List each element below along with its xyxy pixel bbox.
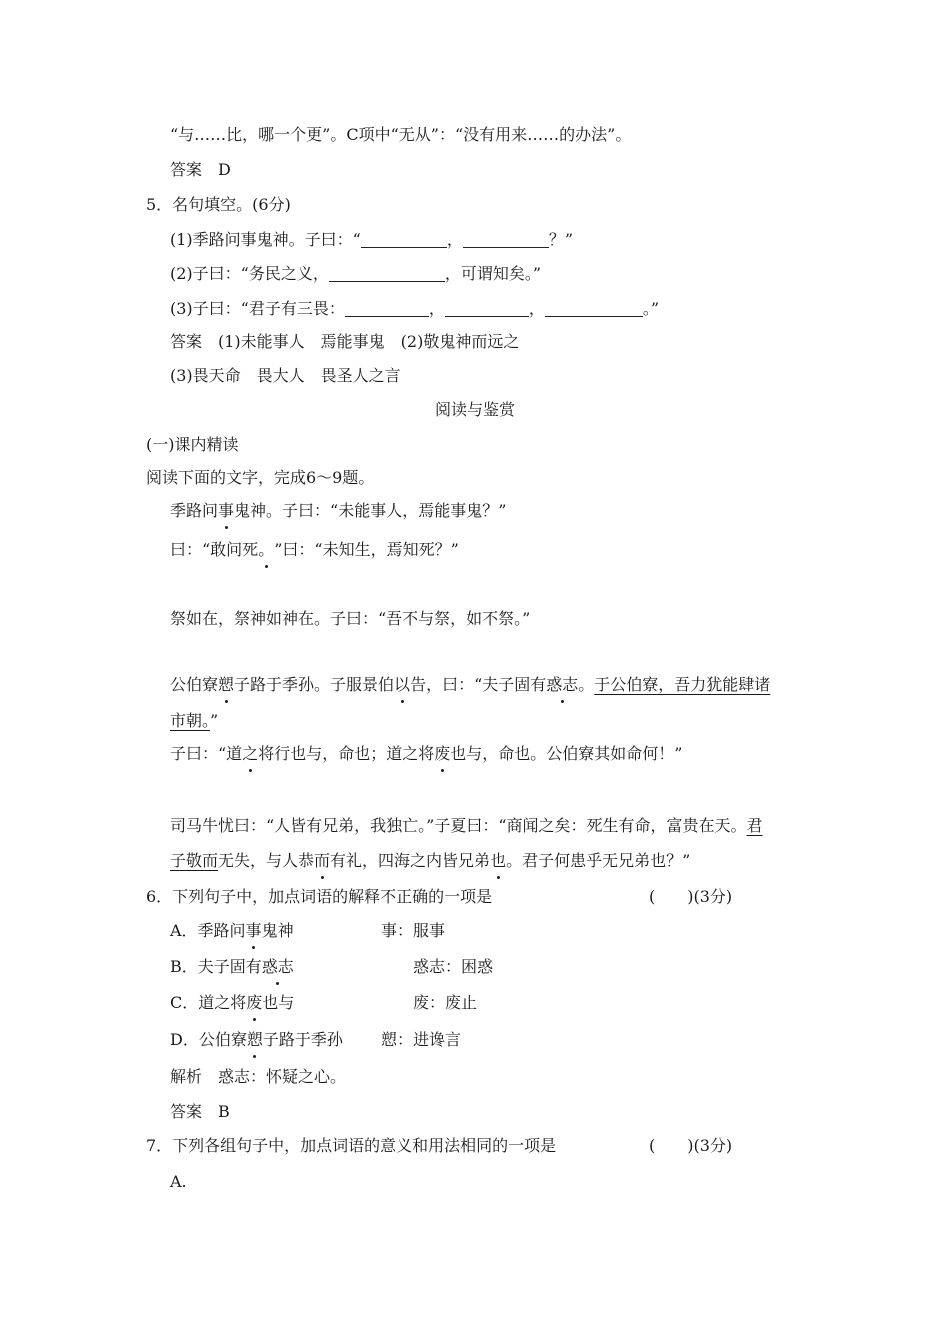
fill-blank-1: (1)季路问事鬼神。子曰：“ ， ？” (170, 230, 574, 249)
passage-line: 公伯寮愬子路于季孙。子服景伯以告，曰：“夫子固有惑志。于公伯寮，吾力犹能肆诸 (170, 675, 771, 694)
section-title: 阅读与鉴赏 (434, 400, 515, 419)
answer-blank (545, 300, 643, 317)
underlined-sentence: 君 (746, 816, 763, 835)
emphasis-dot-char: 也 (490, 851, 507, 870)
answer-line: 答案 (1)未能事人 焉能事鬼 (2)敬鬼神而远之 (170, 332, 520, 351)
emphasis-dot-char: 事 (245, 921, 262, 940)
underlined-sentence: 市朝。 (170, 711, 211, 730)
question-5-heading: 5．名句填空。(6分) (146, 195, 291, 214)
emphasis-dot-char: 废 (434, 744, 451, 763)
underlined-sentence: 子敬而 (170, 851, 219, 870)
passage-line: 季路问事鬼神。子曰：“未能事人，焉能事鬼？” (170, 501, 507, 520)
answer-line: 答案 D (170, 160, 231, 179)
option-c-gloss: 废：废止 (413, 993, 478, 1012)
option-a-label: A. (170, 1172, 187, 1191)
emphasis-dot-char: 之 (242, 744, 259, 763)
fill-blank-2: (2)子曰：“务民之义， ，可谓知矣。” (170, 264, 542, 283)
subsection-title: (一)课内精读 (146, 435, 239, 454)
question-6-score: ( )(3分) (649, 887, 733, 906)
emphasis-dot-char: 愬 (218, 675, 235, 694)
option-d: D．公伯寮愬子路于季孙 (170, 1030, 343, 1049)
question-7-score: ( )(3分) (649, 1136, 733, 1155)
option-a: A．季路问事鬼神 (170, 921, 294, 940)
emphasis-dot-char: 事 (218, 501, 235, 520)
emphasis-dot-char: 。 (258, 540, 275, 559)
question-7-heading: 7．下列各组句子中，加点词语的意义和用法相同的一项是 (146, 1136, 557, 1155)
emphasis-dot-char: 而 (314, 851, 331, 870)
passage-line: 祭如在，祭神如神在。子曰：“吾不与祭，如不祭。” (170, 609, 531, 628)
answer-blank (445, 300, 529, 317)
emphasis-dot-char: 惑志 (261, 957, 294, 976)
analysis-line: 解析 惑志：怀疑之心。 (170, 1067, 347, 1086)
answer-blank (329, 265, 445, 282)
explanation-line: “与……比，哪一个更”。C项中“无从”：“没有用来……的办法”。 (170, 125, 632, 144)
emphasis-dot-char: 愬 (246, 1030, 263, 1049)
emphasis-dot-char: 惑志 (546, 675, 579, 694)
emphasis-dot-char: 以 (394, 675, 411, 694)
answer-blank (345, 300, 429, 317)
option-b: B．夫子固有惑志 (170, 957, 294, 976)
passage-line: 子敬而无失，与人恭而有礼，四海之内皆兄弟也。君子何患乎无兄弟也？” (170, 851, 691, 870)
passage-line: 曰：“敢问死。”曰：“未知生，焉知死？” (170, 540, 459, 559)
question-6-heading: 6．下列句子中，加点词语的解释不正确的一项是 (146, 887, 493, 906)
answer-line-continued: (3)畏天命 畏大人 畏圣人之言 (170, 366, 401, 385)
answer-line: 答案 B (170, 1102, 230, 1121)
option-c: C．道之将废也与 (170, 993, 295, 1012)
passage-line: 司马牛忧曰：“人皆有兄弟，我独亡。”子夏曰：“商闻之矣：死生有命，富贵在天。君 (170, 816, 763, 835)
option-d-gloss: 愬：进谗言 (381, 1030, 462, 1049)
emphasis-dot-char: 废 (246, 993, 263, 1012)
passage-line: 市朝。” (170, 711, 219, 730)
answer-blank (361, 231, 447, 248)
answer-blank (463, 231, 549, 248)
option-b-gloss: 惑志：困惑 (413, 957, 494, 976)
passage-line: 子曰：“道之将行也与，命也；道之将废也与，命也。公伯寮其如命何！” (170, 744, 683, 763)
instruction-line: 阅读下面的文字，完成6～9题。 (146, 468, 375, 487)
option-a-gloss: 事：服事 (381, 921, 446, 940)
underlined-sentence: 于公伯寮，吾力犹能肆诸 (594, 675, 771, 694)
fill-blank-3: (3)子曰：“君子有三畏： ， ， 。” (170, 299, 660, 318)
